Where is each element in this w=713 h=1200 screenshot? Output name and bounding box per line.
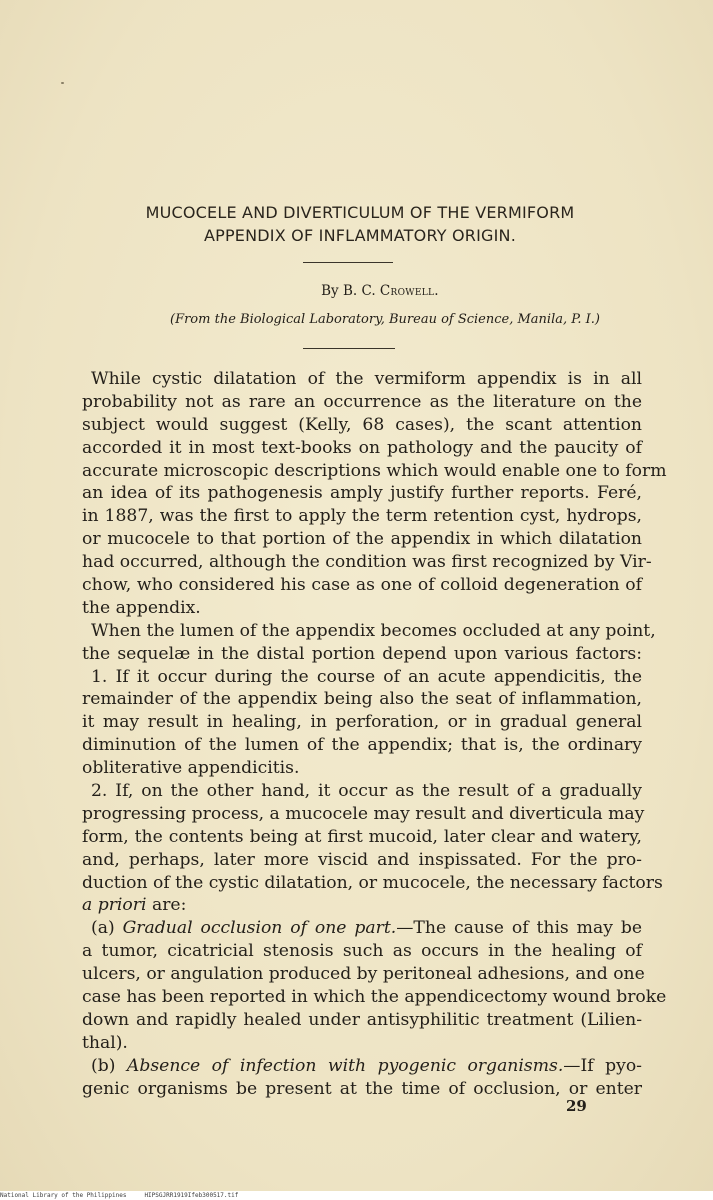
body-line: the sequelæ in the distal portion depend upon various factors:	[82, 643, 642, 664]
para-a-label: (a)	[91, 918, 123, 939]
body-line: accurate microscopic descriptions which would enable one to form	[82, 460, 667, 481]
para-b-heading-line	[82, 1055, 642, 1078]
body-line: in 1887, was the first to apply the term retention cyst, hydrops,	[82, 506, 642, 527]
body-line: it may result in healing, in perforation, or in gradual general	[82, 712, 642, 733]
body-line: ulcers, or angulation produced by peritoneal adhesions, and one	[82, 964, 645, 985]
para-a-italic: Gradual occlusion of one part.	[122, 918, 397, 939]
body-line: 2. If, on the other hand, it occur as the result of a gradually	[91, 781, 642, 802]
para-b-label: (b)	[91, 1055, 127, 1076]
body-line: form, the contents being at first mucoid, later clear and watery,	[82, 826, 642, 847]
body-line: case has been reported in which the appendicectomy wound broke	[82, 987, 667, 1008]
article-title	[60, 201, 660, 247]
author-name: Crowell.	[379, 283, 439, 299]
a-priori-italic: a priori	[82, 895, 147, 916]
body-line: remainder of the appendix being also the seat of inflammation,	[82, 689, 642, 710]
body-line: probability not as rare an occurrence as the literature on the	[82, 391, 642, 412]
scan-speck	[61, 82, 64, 84]
scan-footer	[0, 1191, 713, 1200]
article-body	[82, 368, 667, 1101]
body-line: progressing process, a mucocele may result and diverticula may	[82, 803, 645, 824]
para-a-heading-line	[82, 917, 642, 940]
body-line: the appendix.	[82, 597, 201, 618]
title-line-2: APPENDIX OF INFLAMMATORY ORIGIN.	[203, 226, 517, 245]
header-divider	[303, 348, 395, 349]
body-line: obliterative appendicitis.	[82, 758, 300, 779]
page-number: 29	[566, 1097, 587, 1115]
body-line: 1. If it occur during the course of an acute appendicitis, the	[91, 666, 642, 687]
body-line: While cystic dilatation of the vermiform appendix is in all	[91, 369, 642, 389]
body-line	[82, 894, 642, 917]
body-line: subject would suggest (Kelly, 68 cases), the scant attention	[82, 414, 642, 435]
affiliation: (From the Biological Laboratory, Bureau of Science, Manila, P. I.)	[170, 312, 600, 327]
body-line: a tumor, cicatricial stenosis such as occurs in the healing of	[82, 941, 642, 962]
body-line: or mucocele to that portion of the appendix in which dilatation	[82, 529, 642, 550]
body-line: duction of the cystic dilatation, or mucocele, the necessary factors	[82, 872, 663, 893]
body-line: an idea of its pathogenesis amply justify further reports. Feré,	[82, 483, 642, 504]
para-a-rest: —The cause of this may be	[396, 918, 642, 939]
byline-prefix: By B. C.	[321, 283, 380, 299]
body-line: genic organisms be present at the time of occlusion, or enter	[82, 1078, 642, 1099]
body-line: diminution of the lumen of the appendix; that is, the ordinary	[82, 735, 642, 756]
a-priori-rest: are:	[146, 895, 187, 916]
title-line-1: MUCOCELE AND DIVERTICULUM OF THE VERMIFORM	[145, 203, 575, 222]
footer-library: National Library of the Philippines	[0, 1192, 127, 1199]
body-line: chow, who considered his case as one of colloid degeneration of	[82, 575, 642, 596]
footer-file: HIPSGJRR1919Ifeb300517.tif	[144, 1192, 239, 1199]
body-line: had occurred, although the condition was first recognized by Vir-	[82, 552, 652, 573]
body-line: When the lumen of the appendix becomes occluded at any point,	[91, 620, 656, 641]
body-line: accorded it in most text-books on pathology and the paucity of	[82, 437, 642, 458]
title-divider	[303, 262, 393, 263]
body-line: and, perhaps, later more viscid and inspissated. For the pro-	[82, 849, 642, 870]
para-b-italic: Absence of infection with pyogenic organisms.	[126, 1055, 564, 1076]
body-line: thal).	[82, 1032, 128, 1053]
para-b-rest: —If pyo-	[563, 1055, 642, 1076]
byline	[60, 283, 700, 299]
body-line: down and rapidly healed under antisyphilitic treatment (Lilien-	[82, 1009, 642, 1030]
